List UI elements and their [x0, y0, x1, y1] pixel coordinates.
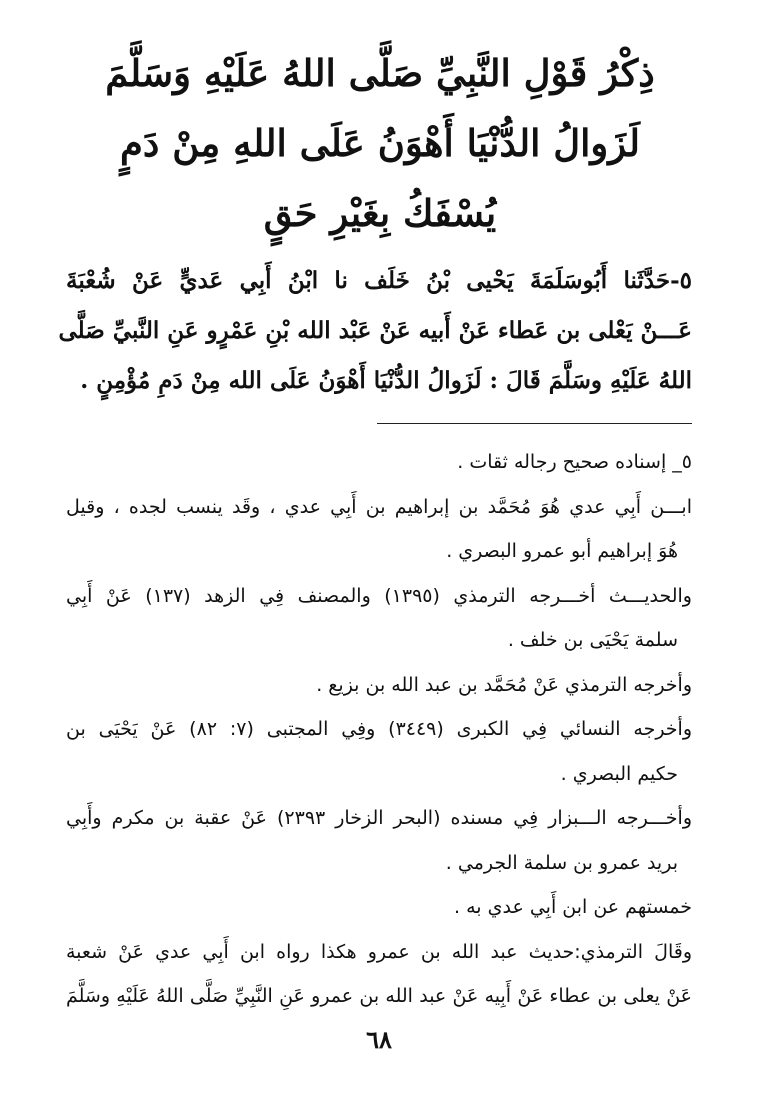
footnote-line-4: والحديـــث أخـــرجه الترمذي (١٣٩٥) والمصنف فِي الزهد (١٣٧) عَنْ أَبِي [66, 584, 692, 607]
hadith-line-3: اللهُ عَلَيْهِ وسَلَّمَ قَالَ : لَزَوالُ الدُّنْيَا أَهْوَنُ عَلَى الله مِنْ دَمِ مُؤْمِنٍ . [80, 367, 692, 394]
footnote-line-3: هُوَ إبراهيم أبو عمرو البصري . [446, 540, 678, 562]
footnote-line-11: خمستهم عن ابن أَبِي عدي به . [454, 896, 692, 918]
footnote-line-2: ابـــن أَبِي عدي هُوَ مُحَمَّد بن إبراهيم بن أَبِي عدي ، وقَد ينسب لجده ، وقيل [66, 495, 692, 518]
footnote-divider [377, 423, 692, 424]
footnote-line-10: بريد عمرو بن سلمة الجرمي . [445, 851, 678, 874]
footnote-line-8: حكيم البصري . [560, 762, 678, 785]
footnote-line-6: وأخرجه الترمذي عَنْ مُحَمَّد بن عبد الله بن بزيع . [316, 673, 692, 696]
footnote-line-7: وأخرجه النسائي فِي الكبرى (٣٤٤٩) وفِي المجتبى (٧: ٨٢) عَنْ يَحْيَى بن [66, 718, 692, 740]
hadith-line-1: ٥-حَدَّثَنا أَبُوسَلَمَةَ يَحْيى بْنُ خَلَف نا ابْنُ أَبِي عَديٍّ عَنْ شُعْبَةَ [66, 267, 692, 294]
heading-line-1: ذِكْرُ قَوْلِ النَّبِيِّ صَلَّى اللهُ عَلَيْهِ وَسَلَّمَ [105, 51, 655, 95]
page-number: ٦٨ [366, 1025, 392, 1054]
hadith-text [58, 256, 692, 406]
hadith-line-2: عَـــنْ يَعْلى بن عَطاء عَنْ أَبيه عَنْ عَبْد الله بْنِ عَمْرٍو عَنِ النَّبيِّ صَلَّى [58, 317, 692, 344]
footnote-line-5: سلمة يَحْيَى بن خلف . [507, 629, 678, 651]
heading-line-3: يُسْفَكُ بِغَيْرِ حَقٍ [263, 191, 497, 235]
heading-line-2: لَزَوالُ الدُّنْيَا أَهْوَنُ عَلَى اللهِ مِنْ دَمٍ [120, 121, 640, 165]
footnote-line-1: ٥_ إسناده صحيح رجاله ثقات . [457, 451, 692, 473]
footnote-line-12: وقَالَ الترمذي:حديث عبد الله بن عمرو هكذا رواه ابن أَبِي عدي عَنْ شعبة [66, 940, 692, 963]
footnote-line-9: وأخـــرجه الـــبزار فِي مسنده (البحر الزخار ٢٣٩٣) عَنْ عقبة بن مكرم وأَبِي [66, 807, 692, 829]
footnote-line-13: عَنْ يعلى بن عطاء عَنْ أَبِيه عَنْ عبد الله بن عمرو عَنِ النَّبِيِّ صَلَّى اللهُ عَلَيْهِ وسَلَّمَ [66, 985, 692, 1007]
footnotes [66, 440, 692, 1019]
chapter-heading [80, 38, 680, 248]
